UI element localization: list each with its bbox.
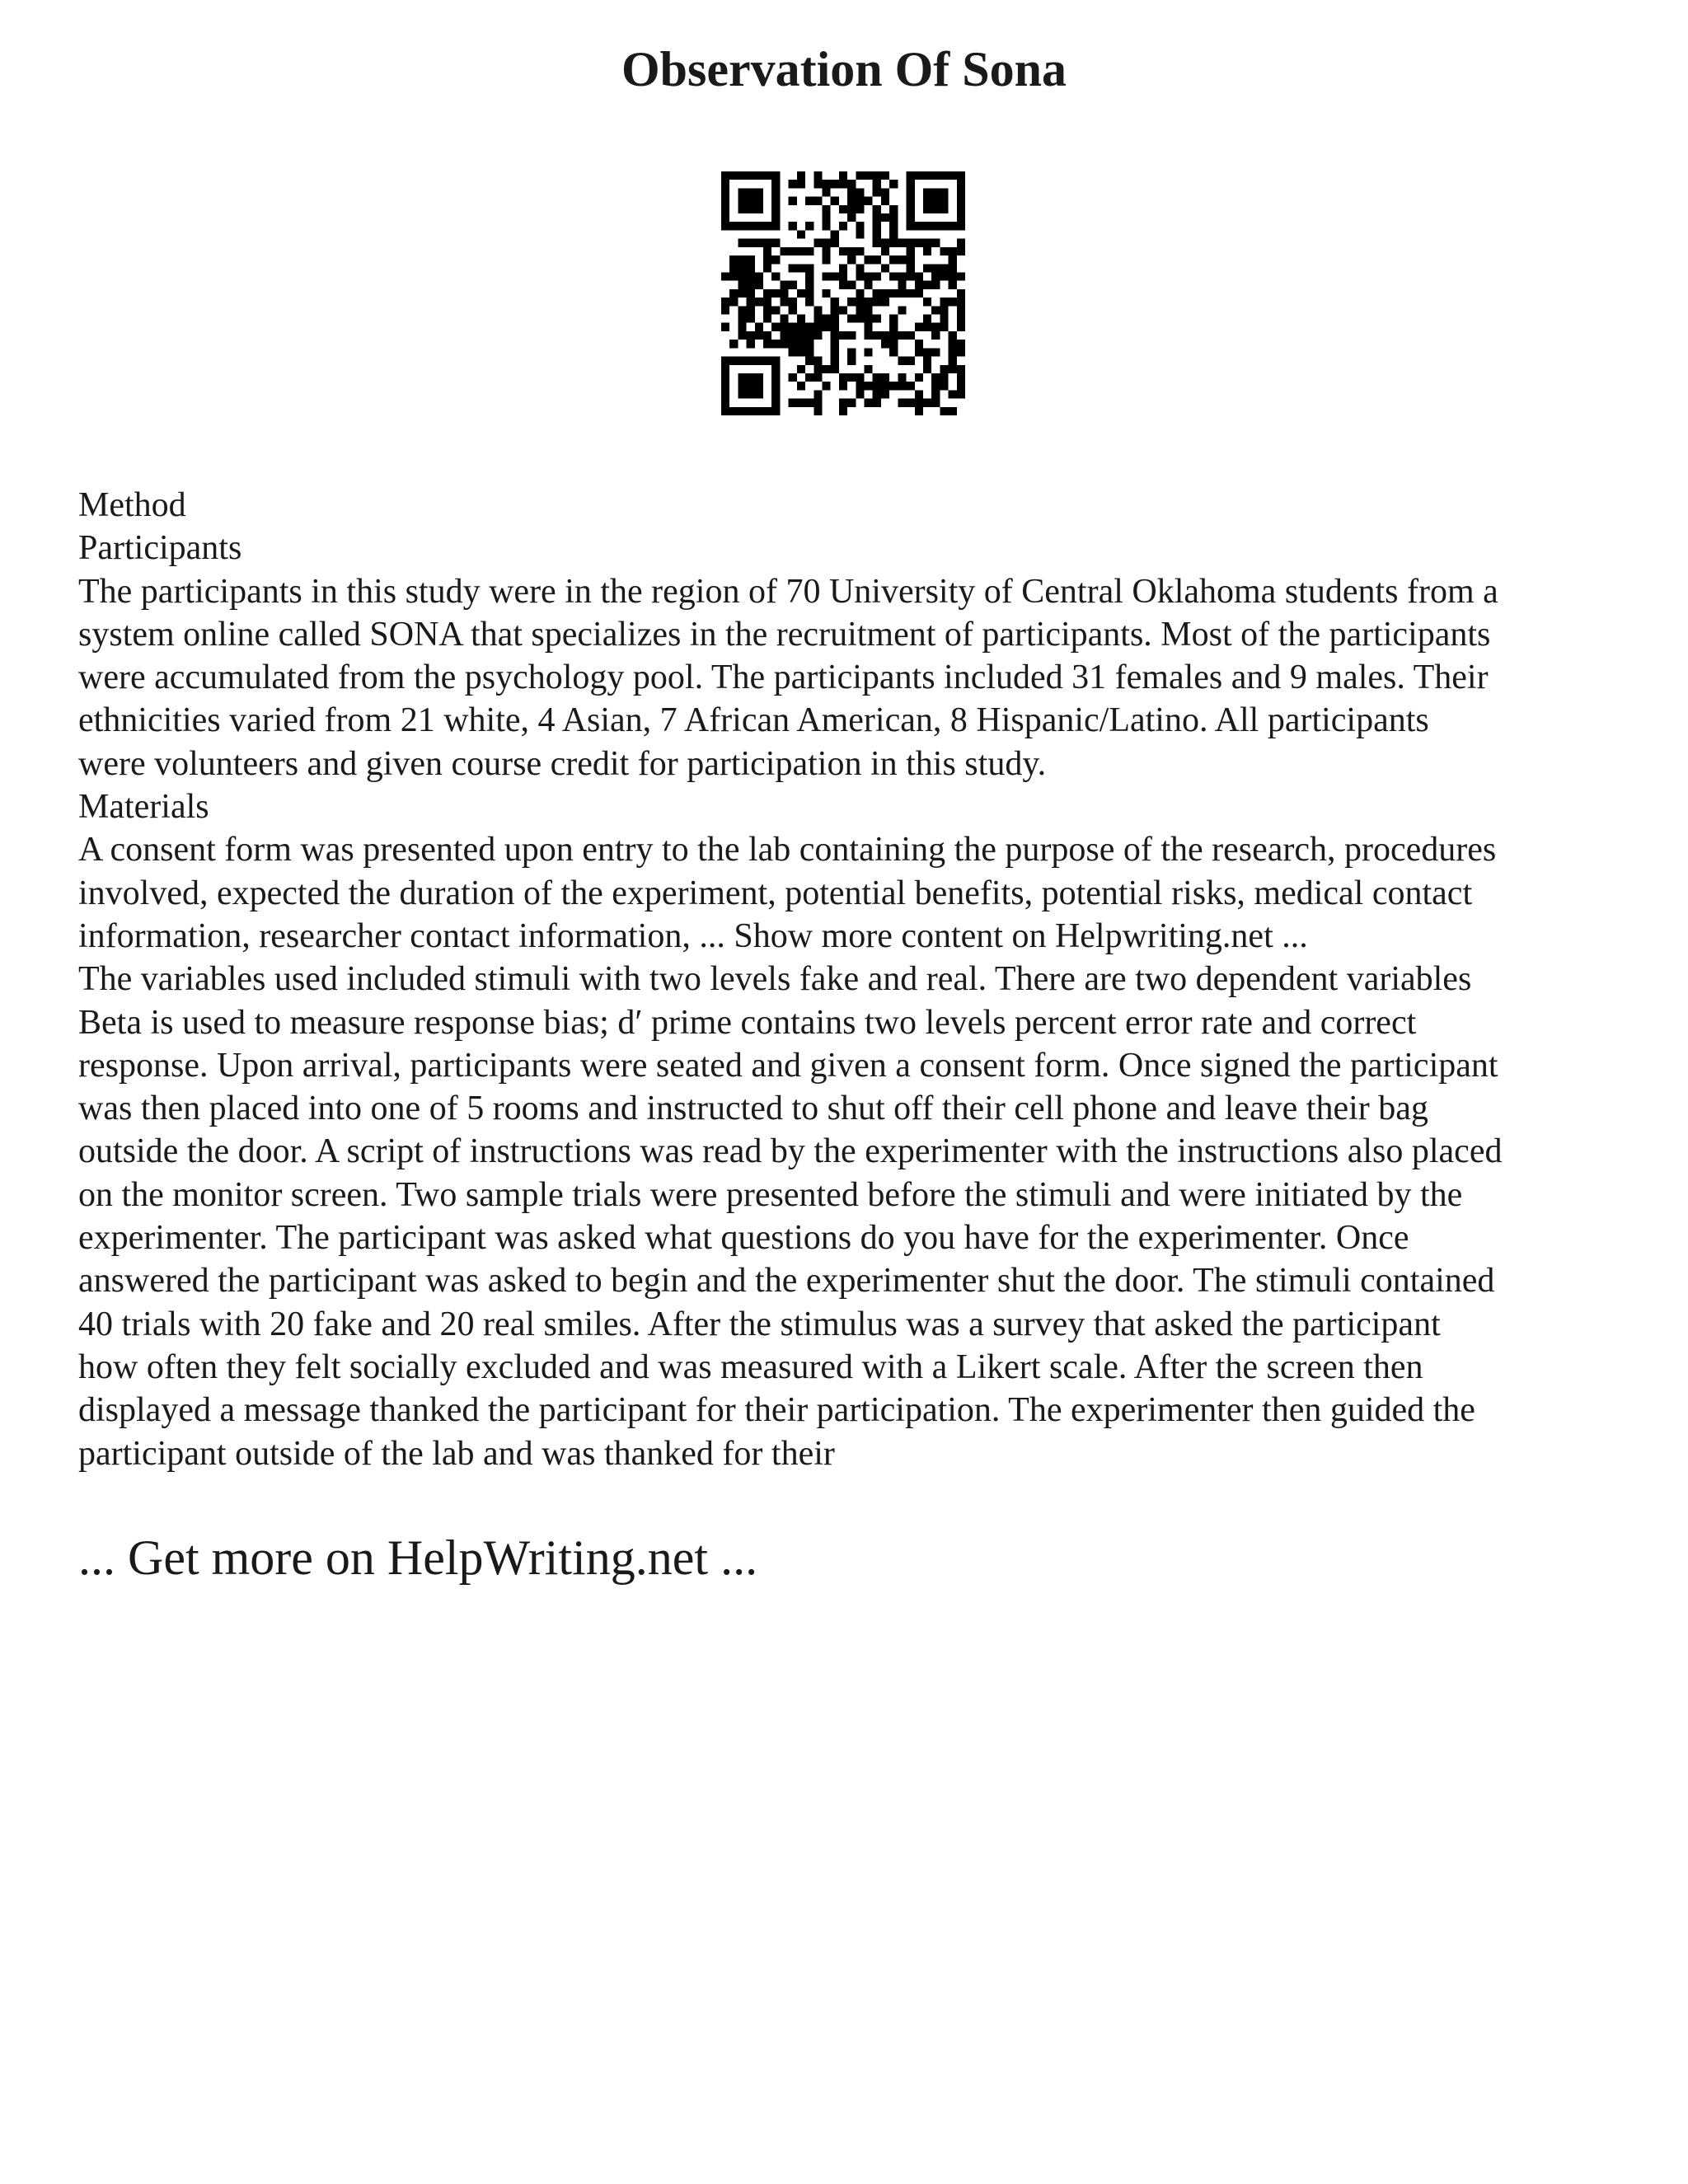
- paragraph-line: outside the door. A script of instructions was read by the experimenter with the instructions also placed: [78, 1132, 1503, 1171]
- paragraph-line: displayed a message thanked the participant for their participation. The experimenter then guided the: [78, 1391, 1475, 1430]
- paragraph-line: system online called SONA that specializes in the recruitment of participants. Most of the participants: [78, 615, 1491, 654]
- paragraph-line: response. Upon arrival, participants were seated and given a consent form. Once signed the participant: [78, 1046, 1498, 1085]
- paragraph-line: A consent form was presented upon entry to the lab containing the purpose of the research, procedures: [78, 831, 1497, 869]
- get-more-link[interactable]: ... Get more on HelpWriting.net ...: [78, 1530, 758, 1585]
- paragraph-line: answered the participant was asked to begin and the experimenter shut the door. The stimuli contained: [78, 1262, 1495, 1301]
- paragraph-line-show-more[interactable]: information, researcher contact information, ... Show more content on Helpwriting.net ...: [78, 916, 1308, 955]
- subsection-heading-materials: Materials: [78, 788, 209, 827]
- paragraph-line: ethnicities varied from 21 white, 4 Asian, 7 African American, 8 Hispanic/Latino. All participants: [78, 701, 1429, 740]
- paragraph-line: The variables used included stimuli with two levels fake and real. There are two dependent variables: [78, 960, 1472, 999]
- page-title: Observation Of Sona: [621, 42, 1067, 96]
- paragraph-line: 40 trials with 20 fake and 20 real smiles. After the stimulus was a survey that asked the participant: [78, 1305, 1441, 1343]
- paragraph-line: The participants in this study were in the region of 70 University of Central Oklahoma students from a: [78, 572, 1498, 611]
- paragraph-line: were volunteers and given course credit for participation in this study.: [78, 744, 1047, 783]
- paragraph-line: was then placed into one of 5 rooms and instructed to shut off their cell phone and leave their bag: [78, 1090, 1428, 1128]
- section-heading-method: Method: [78, 486, 186, 524]
- paragraph-line: how often they felt socially excluded and was measured with a Likert scale. After the screen then: [78, 1347, 1423, 1386]
- paragraph-line: Beta is used to measure response bias; d′ prime contains two levels percent error rate and correct: [78, 1003, 1417, 1042]
- paragraph-line: experimenter. The participant was asked what questions do you have for the experimenter. Once: [78, 1219, 1409, 1258]
- article-body: [78, 484, 1640, 1475]
- paragraph-line: involved, expected the duration of the experiment, potential benefits, potential risks, medical contact: [78, 874, 1473, 912]
- subsection-heading-participants: Participants: [78, 529, 242, 568]
- qr-code-icon: [721, 171, 965, 415]
- paragraph-line: participant outside of the lab and was thanked for their: [78, 1434, 835, 1473]
- paragraph-line: on the monitor screen. Two sample trials were presented before the stimuli and were initiated by the: [78, 1175, 1463, 1214]
- paragraph-line: were accumulated from the psychology pool. The participants included 31 females and 9 males. Their: [78, 658, 1489, 697]
